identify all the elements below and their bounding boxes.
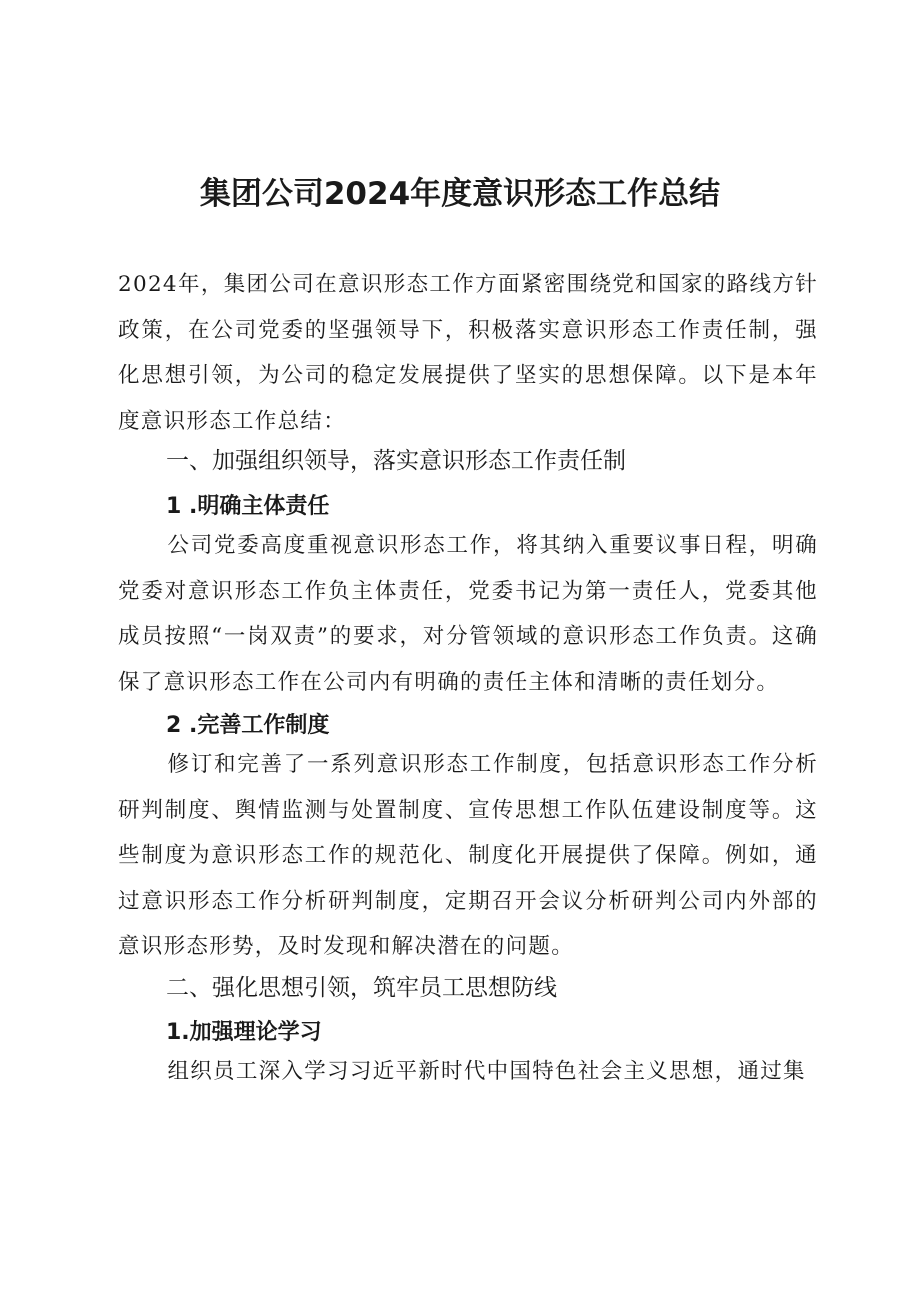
section-2-1-body: 组织员工深入学习习近平新时代中国特色社会主义思想，通过集: [167, 1059, 806, 1084]
section-1-1-heading: 1 .明确主体责任: [166, 494, 330, 519]
intro-paragraph: 2024年，集团公司在意识形态工作方面紧密围绕党和国家的路线方针政策，在公司党委的坚强领导下，积极落实意识形态工作责任制，强化思想引领，为公司的稳定发展提供了坚实的思想保障。以下是本年度意识形态工作总结：: [118, 272, 818, 434]
section-1-2-body: 修订和完善了一系列意识形态工作制度，包括意识形态工作分析研判制度、舆情监测与处置制度、宣传思想工作队伍建设制度等。这些制度为意识形态工作的规范化、制度化开展提供了保障。例如，通过意识形态工作分析研判制度，定期召开会议分析研判公司内外部的意识形态形势，及时发现和解决潜在的问题。: [118, 752, 818, 959]
section-1-1-body: 公司党委高度重视意识形态工作，将其纳入重要议事日程，明确党委对意识形态工作负主体责任，党委书记为第一责任人，党委其他成员按照“一岗双责”的要求，对分管领域的意识形态工作负责。这确保了意识形态工作在公司内有明确的责任主体和清晰的责任划分。: [118, 533, 818, 695]
section-1-2-heading: 2 .完善工作制度: [166, 713, 330, 738]
section-1-heading: 一、加强组织领导，落实意识形态工作责任制: [166, 448, 626, 474]
section-2-1-heading: 1.加强理论学习: [166, 1020, 322, 1045]
document-title: 集团公司2024年度意识形态工作总结: [199, 176, 721, 212]
section-2-heading: 二、强化思想引领，筑牢员工思想防线: [166, 975, 557, 1001]
